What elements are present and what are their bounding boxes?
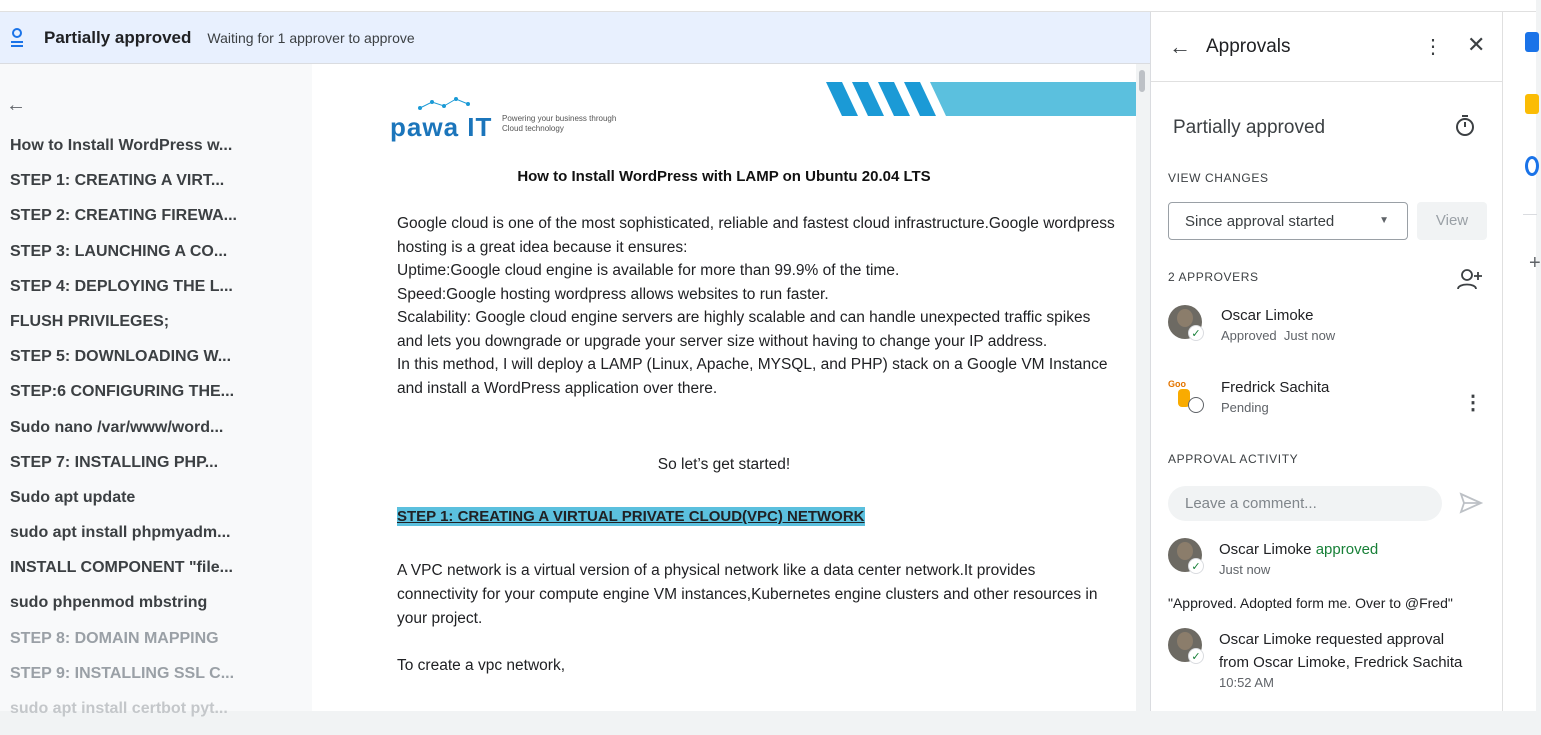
outline-item[interactable]: STEP 3: LAUNCHING A CO... [10,242,228,260]
dropdown-caret-icon: ▼ [1379,215,1389,226]
tasks-icon[interactable] [1525,156,1539,176]
activity-action: requested approval [1315,631,1445,648]
side-apps-rail [1502,12,1541,711]
banner-subtitle: Waiting for 1 approver to approve [207,29,415,46]
add-approver-icon[interactable] [1457,268,1483,290]
comment-input[interactable]: Leave a comment... [1168,486,1442,521]
outline-item[interactable]: FLUSH PRIVILEGES; [10,312,170,330]
approver-status-text: Approved [1221,328,1277,343]
outline-item[interactable]: STEP 8: DOMAIN MAPPING [10,629,219,647]
send-icon[interactable] [1459,492,1483,514]
outline-item[interactable]: STEP 4: DEPLOYING THE L... [10,277,233,295]
person-approval-icon [8,27,26,49]
approver-status: Pending [1221,400,1269,415]
activity-label: APPROVAL ACTIVITY [1168,452,1299,466]
logo-tagline: Powering your business through Cloud technology [502,114,617,133]
approver-more-icon[interactable]: ⋮ [1463,392,1483,414]
document-scrollbar[interactable] [1136,64,1150,711]
activity-user: Oscar Limoke [1219,541,1312,558]
activity-from-names: Oscar Limoke, Fredrick Sachita [1253,654,1463,671]
avatar [1168,305,1202,339]
view-changes-label: VIEW CHANGES [1168,171,1269,185]
outline-item[interactable]: Sudo apt update [10,488,136,506]
outline-item[interactable]: How to Install WordPress w... [10,137,233,154]
panel-header [1151,12,1503,82]
intro-text [397,212,1117,400]
activity-entry [1219,541,1378,558]
scrollbar-thumb[interactable] [1139,70,1145,92]
outline-item[interactable]: STEP 5: DOWNLOADING W... [10,348,232,366]
activity-request-targets [1219,654,1462,671]
pending-clock-icon [1188,397,1204,413]
outline-item[interactable]: STEP 2: CREATING FIREWA... [10,207,237,225]
activity-entry [1219,631,1444,648]
create-vpc-line: To create a vpc network, [397,657,565,674]
approver-time: Just now [1283,328,1336,343]
approver-name: Fredrick Sachita [1221,379,1330,396]
outline-item[interactable]: Sudo nano /var/www/word... [10,418,224,436]
approval-state: Partially approved [1173,117,1326,138]
changes-range-value: Since approval started [1185,213,1335,230]
more-options-icon[interactable]: ⋮ [1423,36,1443,58]
approvers-label: 2 APPROVERS [1168,270,1259,284]
approver-status [1221,328,1335,343]
calendar-icon[interactable] [1525,32,1539,52]
document-outline [0,64,312,717]
activity-comment: "Approved. Adopted form me. Over to @Fred" [1168,595,1453,611]
document-title: How to Install WordPress with LAMP on Ubuntu 20.04 LTS [517,168,931,185]
keep-icon[interactable] [1525,94,1539,114]
outline-item[interactable]: STEP:6 CONFIGURING THE... [10,383,235,401]
document-page[interactable] [312,64,1136,711]
scalability-line: Scalability: Google cloud engine servers are highly scalable and can handle unexpected traffic spikes and lets you downgrade or upgrade your server size without having to change your IP address. [397,309,1091,350]
approved-check-icon: ✓ [1188,325,1204,341]
approvals-panel [1150,12,1502,711]
avatar-face [1177,309,1193,327]
header-stripes-decoration [826,82,1136,116]
outline-item[interactable]: STEP 1: CREATING A VIRT... [10,172,225,190]
banner-status: Partially approved [44,27,192,47]
approved-check-icon: ✓ [1188,648,1204,664]
changes-range-select[interactable] [1168,202,1408,240]
approver-name: Oscar Limoke [1221,307,1314,324]
panel-title: Approvals [1206,36,1291,57]
activity-user: Oscar Limoke [1219,631,1312,648]
approved-check-icon: ✓ [1188,558,1204,574]
outline-list [10,137,237,735]
uptime-line: Uptime:Google cloud engine is available for more than 99.9% of the time. [397,262,900,279]
activity-time: Just now [1219,562,1271,577]
avatar [1168,538,1202,572]
intro-paragraph: Google cloud is one of the most sophisticated, reliable and fastest cloud infrastructure.Google wordpress hosting is a great idea because it ensures: [397,215,1115,256]
outline-back-icon[interactable]: ← [6,94,26,116]
outline-item[interactable]: STEP 7: INSTALLING PHP... [10,453,219,471]
activity-action: approved [1315,541,1379,558]
close-icon[interactable]: ✕ [1467,32,1486,57]
logo-wordmark: pawa IT [390,112,493,142]
avatar-face [1177,632,1193,650]
avatar-logo-mark: Goo [1168,379,1186,389]
avatar [1168,377,1202,411]
top-border [0,0,1536,12]
activity-time: 10:52 AM [1219,675,1274,690]
pawait-logo [390,94,620,144]
view-button[interactable]: View [1417,202,1487,240]
outline-item[interactable]: STEP 9: INSTALLING SSL C... [10,664,235,682]
approval-banner [0,12,1150,64]
rail-divider [1523,214,1537,215]
panel-back-icon[interactable]: ← [1169,34,1191,59]
outline-item[interactable]: sudo phpenmod mbstring [10,594,208,612]
speed-line: Speed:Google hosting wordpress allows websites to run faster. [397,285,829,303]
outline-item[interactable]: INSTALL COMPONENT "file... [10,559,233,577]
avatar-face [1177,542,1193,560]
add-app-icon[interactable]: + [1529,252,1541,274]
vpc-paragraph: A VPC network is a virtual version of a physical network like a data center network.It provides connectivity for your compute engine VM instances,Kubernetes engine clusters and other resources in your project. [397,562,1098,627]
logo-network-icon [410,94,480,114]
outline-item[interactable]: sudo apt install certbot pyt... [10,700,228,717]
step1-heading: STEP 1: CREATING A VIRTUAL PRIVATE CLOUD(VPC) NETWORK [397,508,865,525]
timer-icon[interactable] [1453,114,1477,138]
outline-item[interactable]: sudo apt install phpmyadm... [10,524,231,542]
get-started-line: So let’s get started! [657,456,791,473]
method-line: In this method, I will deploy a LAMP (Linux, Apache, MYSQL, and PHP) stack on a Google VM Instance and install a WordPress application over there. [397,356,1108,397]
activity-from-label: from [1219,654,1249,671]
avatar [1168,628,1202,662]
